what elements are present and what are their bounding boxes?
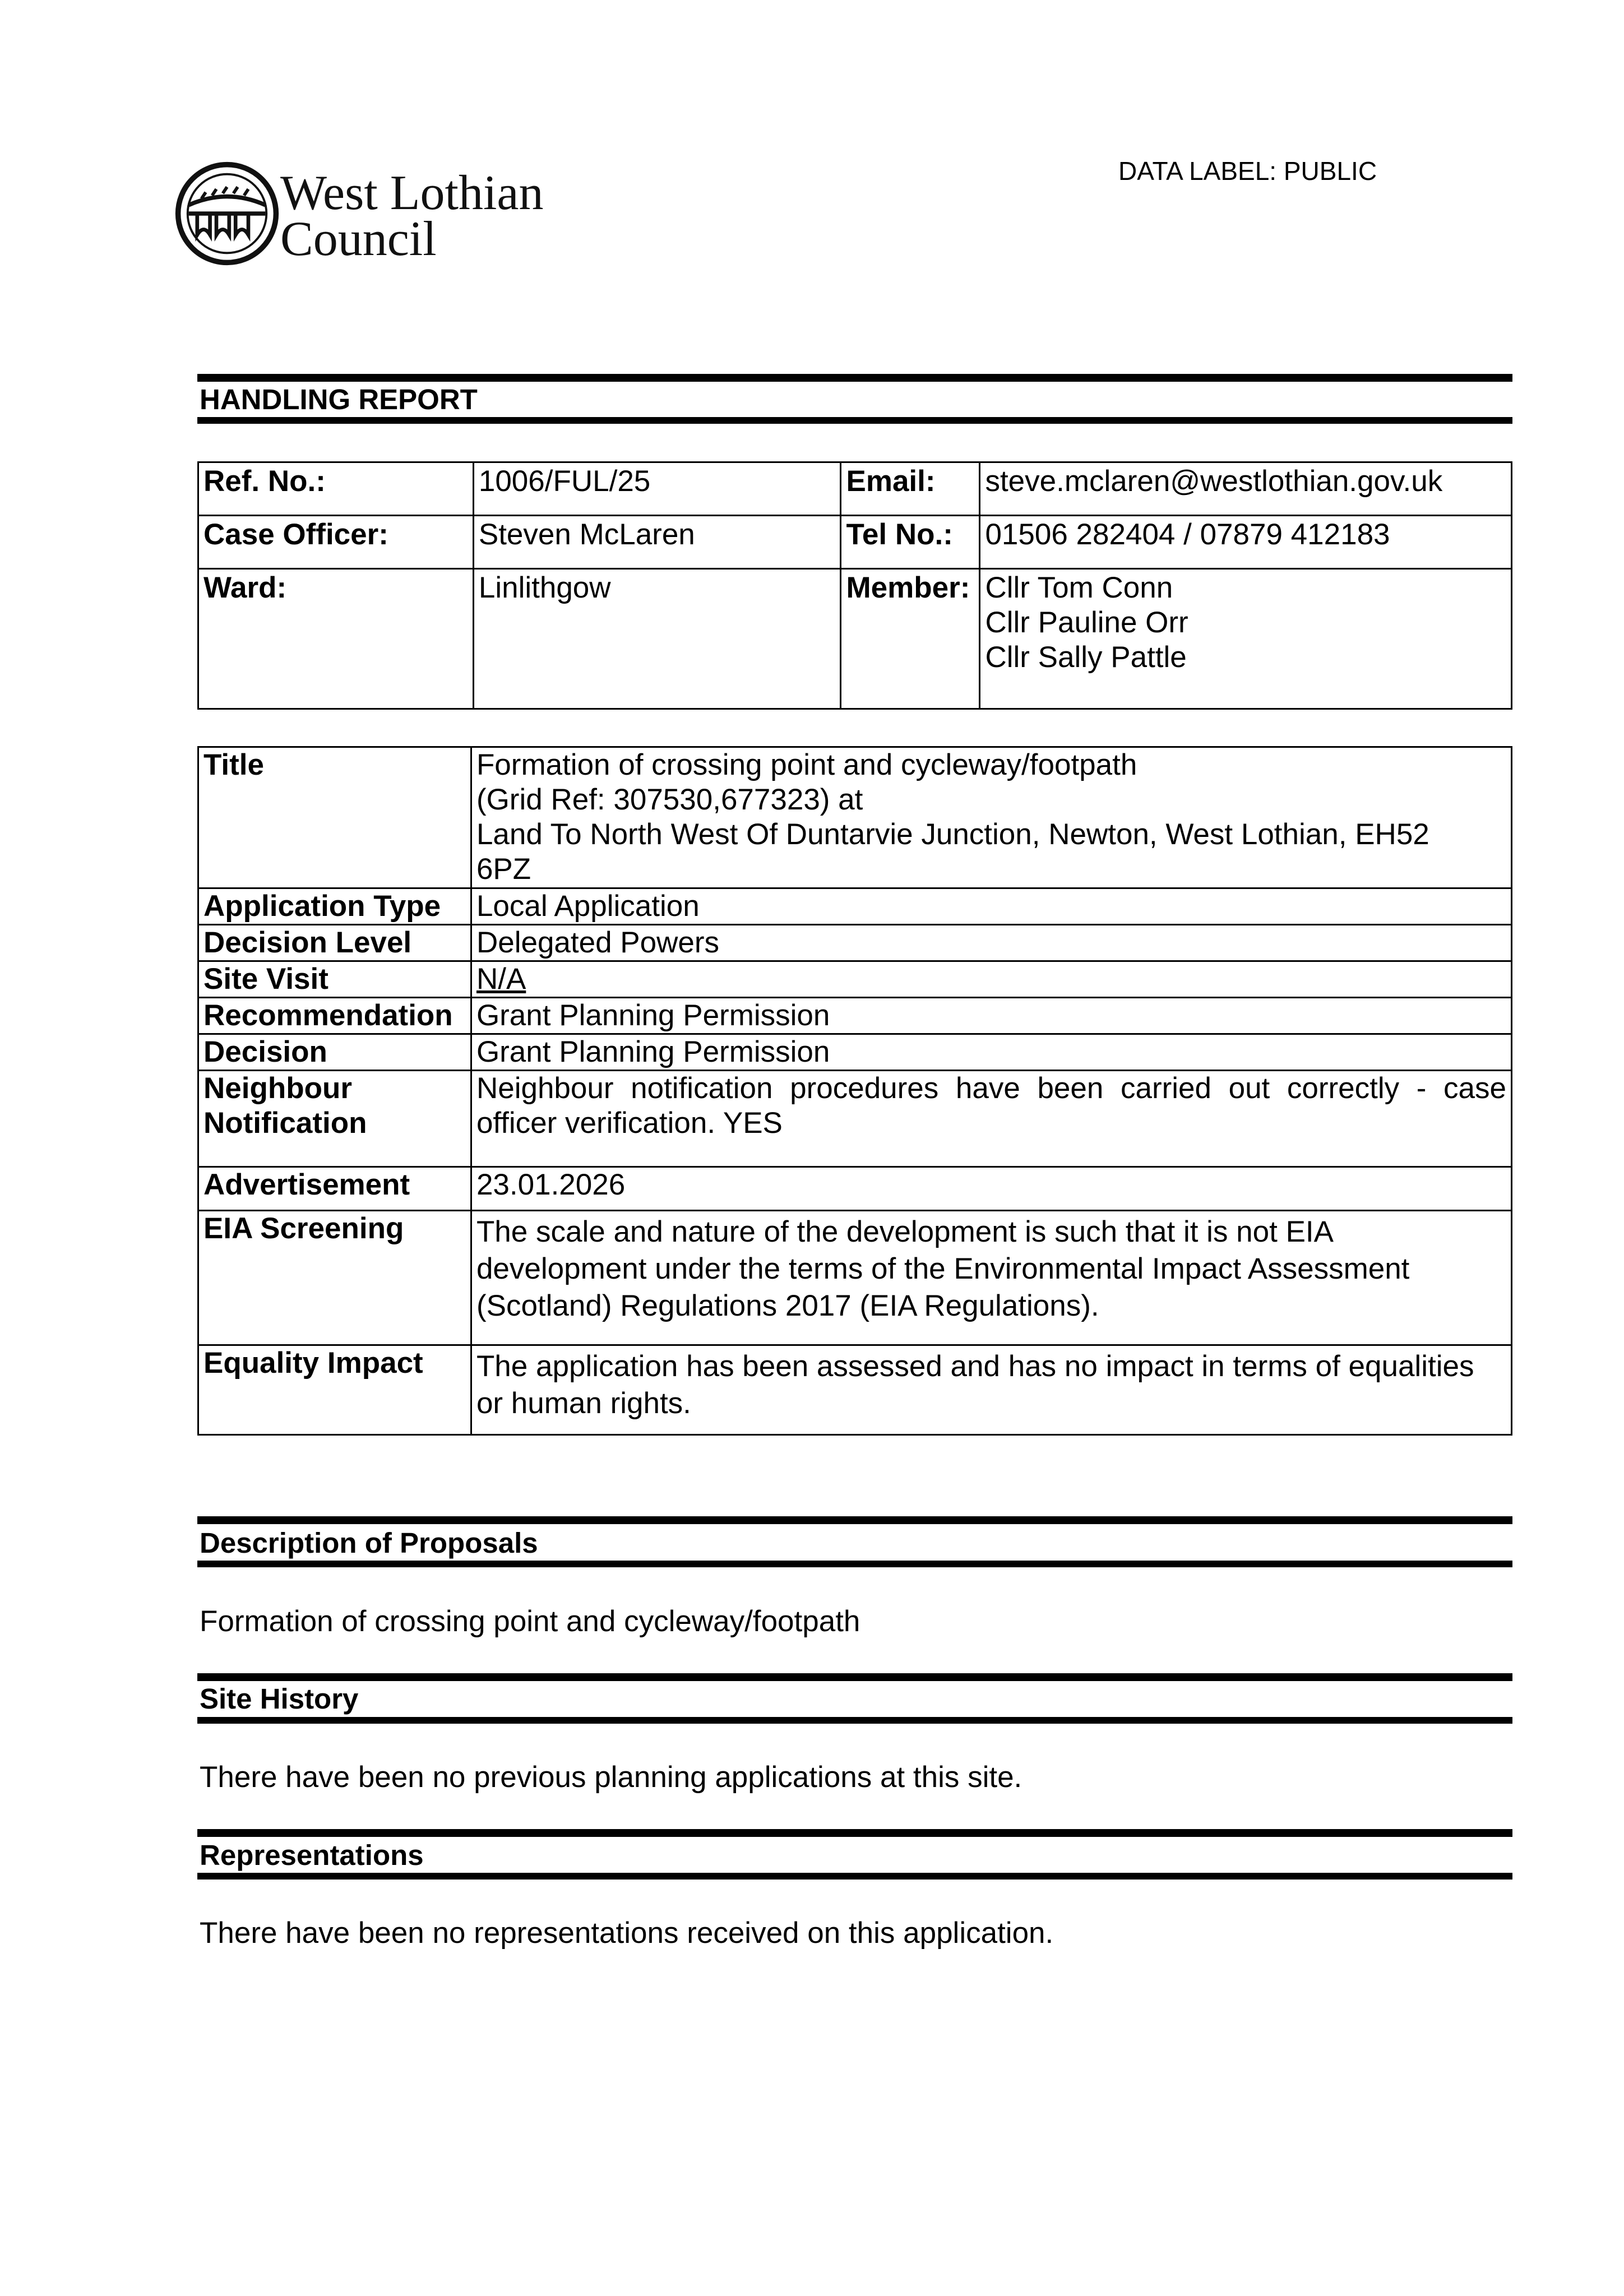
representations-heading: Representations — [200, 1839, 424, 1871]
ref-label: Ref. No.: — [198, 462, 474, 516]
divider-rule — [197, 374, 1512, 382]
equality-impact-label: Equality Impact — [198, 1345, 471, 1435]
neighbour-notification-label: Neighbour Notification — [198, 1071, 471, 1167]
site-history-text: There have been no previous planning applications at this site. — [200, 1761, 1022, 1794]
member-list — [980, 569, 1512, 709]
council-logo-text: West Lothian Council — [280, 166, 544, 266]
equality-impact-value: The application has been assessed and has no impact in terms of equalities or human rights. — [471, 1345, 1511, 1435]
site-visit-value: N/A — [471, 961, 1511, 998]
report-title: HANDLING REPORT — [200, 383, 478, 415]
email-value: steve.mclaren@westlothian.gov.uk — [980, 462, 1512, 516]
officer-value: Steven McLaren — [473, 516, 841, 569]
application-type-label: Application Type — [198, 888, 471, 925]
bridge-emblem-icon — [174, 160, 280, 267]
title-value: Formation of crossing point and cycleway/footpath (Grid Ref: 307530,677323) at Land To North West Of Duntarvie Junction, Newton, West Lothian, EH52 6PZ — [471, 747, 1511, 888]
divider-rule — [197, 1516, 1512, 1524]
application-type-value: Local Application — [471, 888, 1511, 925]
description-text: Formation of crossing point and cycleway/footpath — [200, 1605, 860, 1638]
decision-label: Decision — [198, 1034, 471, 1071]
member-name: Cllr Pauline Orr — [985, 606, 1188, 639]
site-visit-label: Site Visit — [198, 961, 471, 998]
ward-label: Ward: — [198, 569, 474, 709]
divider-rule — [197, 417, 1512, 424]
recommendation-label: Recommendation — [198, 998, 471, 1034]
contact-table — [197, 461, 1512, 710]
details-table — [197, 746, 1512, 1436]
tel-label: Tel No.: — [841, 516, 980, 569]
council-logo — [174, 160, 555, 272]
divider-rule — [197, 1873, 1512, 1880]
advertisement-value: 23.01.2026 — [471, 1167, 1511, 1211]
ward-value: Linlithgow — [473, 569, 841, 709]
divider-rule — [197, 1717, 1512, 1724]
member-label: Member: — [841, 569, 980, 709]
recommendation-value: Grant Planning Permission — [471, 998, 1511, 1034]
member-name: Cllr Sally Pattle — [985, 641, 1187, 674]
decision-level-label: Decision Level — [198, 925, 471, 961]
description-heading: Description of Proposals — [200, 1527, 538, 1559]
officer-label: Case Officer: — [198, 516, 474, 569]
title-label: Title — [198, 747, 471, 888]
eia-screening-label: EIA Screening — [198, 1211, 471, 1345]
divider-rule — [197, 1673, 1512, 1681]
email-label: Email: — [841, 462, 980, 516]
decision-value: Grant Planning Permission — [471, 1034, 1511, 1071]
tel-value: 01506 282404 / 07879 412183 — [980, 516, 1512, 569]
advertisement-label: Advertisement — [198, 1167, 471, 1211]
divider-rule — [197, 1561, 1512, 1567]
neighbour-notification-value: Neighbour notification procedures have been carried out correctly - case officer verification. YES — [471, 1071, 1511, 1167]
ref-value: 1006/FUL/25 — [473, 462, 841, 516]
representations-text: There have been no representations received on this application. — [200, 1917, 1054, 1950]
site-history-heading: Site History — [200, 1683, 359, 1715]
eia-screening-value: The scale and nature of the development is such that it is not EIA development under the terms of the Environmental Impact Assessment (Scotland) Regulations 2017 (EIA Regulations). — [471, 1211, 1511, 1345]
data-label: DATA LABEL: PUBLIC — [1118, 156, 1377, 186]
member-name: Cllr Tom Conn — [985, 571, 1173, 604]
decision-level-value: Delegated Powers — [471, 925, 1511, 961]
divider-rule — [197, 1829, 1512, 1837]
